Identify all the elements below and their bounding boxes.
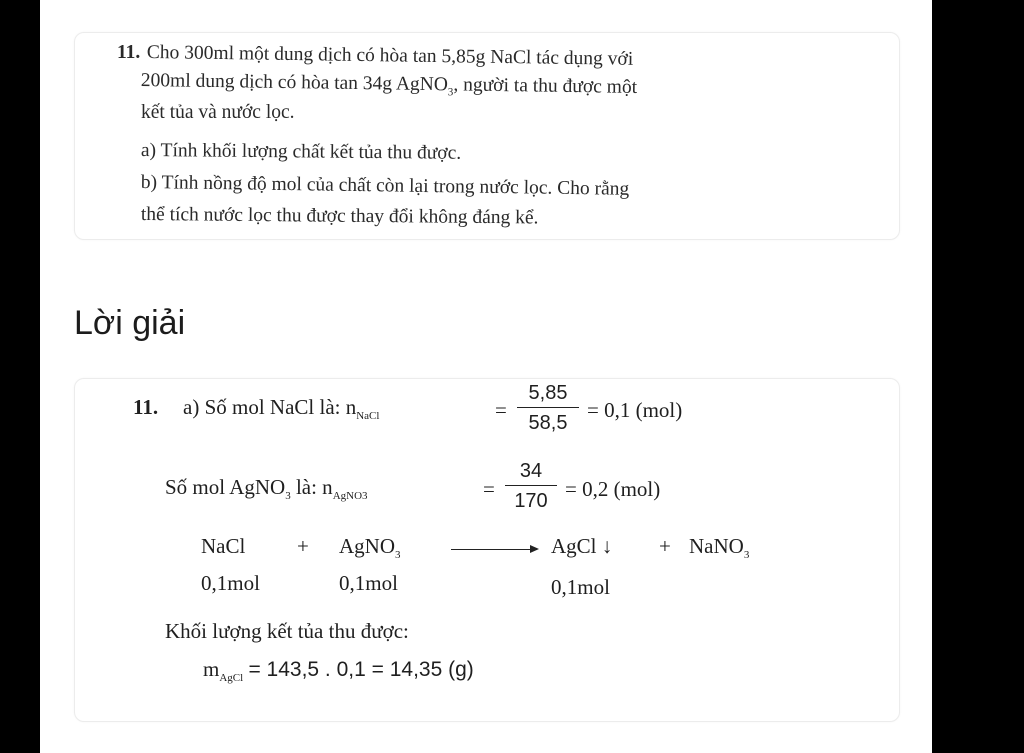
plus-sign-1: + xyxy=(297,534,309,558)
problem-part-b-line-2: thể tích nước lọc thu được thay đổi không đáng kể. xyxy=(140,204,539,229)
solution-card xyxy=(74,378,900,722)
agno3-moles-label: Số mol AgNO$_3$ là: $n_{AgNO3}$ xyxy=(165,475,368,502)
equals-sign-2: = xyxy=(483,477,495,501)
fraction-agno3-numerator: 34 xyxy=(519,460,543,482)
fraction-agno3 xyxy=(505,461,557,511)
problem-line-2: 200ml dung dịch có hòa tan 34g AgNO$_3$, người ta thu được một xyxy=(140,70,638,99)
page xyxy=(40,0,932,753)
fraction-nacl xyxy=(517,383,579,433)
reactant-nacl: NaCl xyxy=(201,534,246,558)
problem-part-b-line-1: b) Tính nồng độ mol của chất còn lại trong nước lọc. Cho rằng xyxy=(140,172,630,200)
solution-heading: Lời giải xyxy=(74,304,186,342)
equals-sign-1: = xyxy=(495,398,507,422)
problem-line-3: kết tủa và nước lọc. xyxy=(141,102,295,123)
moles-agcl: 0,1mol xyxy=(551,575,610,599)
mass-label: Khối lượng kết tủa thu được: xyxy=(165,619,409,643)
nacl-moles-result: = 0,1 (mol) xyxy=(587,398,683,422)
problem-part-a: a) Tính khối lượng chất kết tủa thu được. xyxy=(140,140,462,164)
fraction-nacl-denominator: 58,5 xyxy=(528,412,568,434)
problem-number: 11. xyxy=(117,42,141,63)
fraction-nacl-numerator: 5,85 xyxy=(528,382,568,404)
agno3-moles-result: = 0,2 (mol) xyxy=(565,477,661,501)
reaction-arrow xyxy=(451,549,537,550)
problem-line-1: Cho 300ml một dung dịch có hòa tan 5,85g NaCl tác dụng với xyxy=(146,42,634,70)
mass-equation: $m_{AgCl} = 143,5$ . 0,1 = 14,35 (g) xyxy=(203,657,474,684)
plus-sign-2: + xyxy=(659,534,671,558)
moles-nacl: 0,1mol xyxy=(201,571,260,595)
moles-agno3: 0,1mol xyxy=(339,571,398,595)
reactant-agno3: AgNO$_3$ xyxy=(339,534,401,561)
fraction-agno3-denominator: 170 xyxy=(514,490,548,512)
problem-card xyxy=(74,32,900,240)
solution-number: 11. xyxy=(133,395,159,419)
product-agcl: AgCl ↓ xyxy=(551,534,613,558)
product-nano3: NaNO$_3$ xyxy=(689,534,750,561)
nacl-moles-label: a) Số mol NaCl là: $n_{NaCl}$ xyxy=(183,395,380,422)
